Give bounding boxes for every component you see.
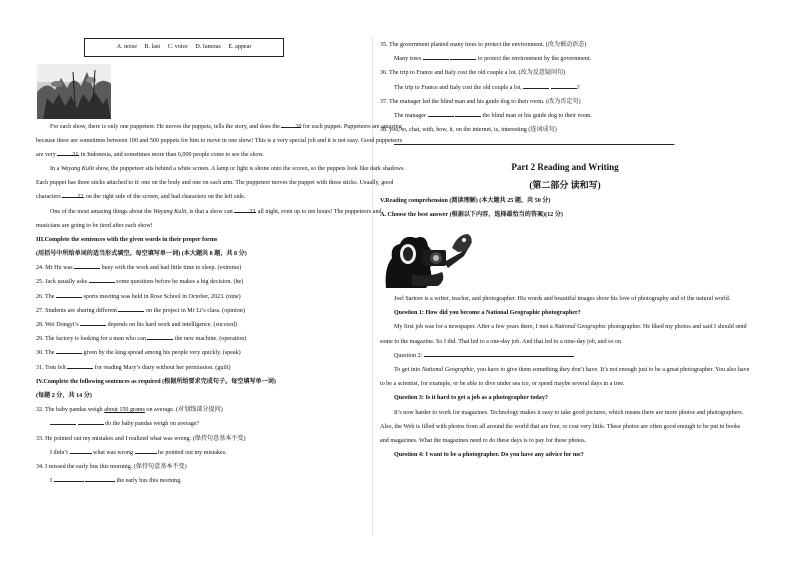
answer-blank[interactable] — [80, 318, 106, 326]
left-column — [36, 120, 406, 488]
answer-blank[interactable] — [56, 290, 82, 298]
question-37-answer-line: The manager the blind man or his guide dog to their room. — [380, 109, 750, 123]
question-32-answer-line: do the baby pandas weigh on average? — [36, 417, 406, 431]
answer-blank[interactable] — [54, 474, 84, 482]
question-item: 26. The sports meeting was held in Rose School in October, 2023. (nine) — [36, 290, 406, 304]
answer-blank[interactable] — [455, 109, 481, 117]
right-column — [380, 38, 750, 462]
blank-20[interactable]: 20 — [281, 120, 301, 128]
section-5-title: V.Reading comprehension (阅读理解) (本大题共 25 题，共 50 分) — [380, 197, 551, 204]
word-bank-box — [84, 38, 284, 57]
interview-answer-3: It’s now harder to work for magazines. Technology makes it easy to take good pictures, which means there are more photos and photographers. Also, the Web is filled with photos from all around the world that are free, or cost very little. These photos are often good enough to be put in books and magazines. What the magazines need to do these days is to pay for these photos. — [380, 409, 744, 445]
section-a-title: A. Choose the best answer (根据以下内容，选择最恰当的答案)(12 分) — [380, 211, 563, 218]
interview-question-1: Question 1: How did you become a National Geographic photographer? — [394, 310, 581, 317]
passage-paragraph-1: For each show, there is only one puppeteer. He moves the puppets, tells the story, and does the 20 for each puppet. Puppeteers are amazing because there are sometimes between 100 and 500 puppets for him to move in one show! This is a very special job and it is not easy. Good puppeteers are very 21 in Indonesia, and sometimes more than 6,000 people come to see the show. — [36, 120, 406, 162]
blank-21[interactable]: 21 — [57, 148, 79, 156]
word-option: C. voice — [167, 44, 188, 50]
question-36: 36. The trip to France and Italy cost the old couple a lot. (改为反意疑问句) — [380, 70, 566, 77]
question-35-answer-line: Many trees to protect the environment by the government. — [380, 52, 750, 66]
part-2-title-cn: (第二部分 读和写) — [529, 179, 601, 190]
passage-paragraph-3: One of the most amazing things about the Wayang Kulit, is that a show can 23 all night, even up to ten hours! The puppeteers and musicians are going to be tired after each show! — [36, 205, 406, 233]
answer-blank[interactable] — [85, 474, 115, 482]
answer-line[interactable] — [424, 349, 574, 357]
word-option: D. famous — [195, 44, 221, 50]
section-4-title: IV.Complete the following sentences as required (根据所给要求完成句子。每空填写单一词) — [36, 378, 276, 385]
answer-blank[interactable] — [78, 417, 104, 425]
answer-blank[interactable] — [450, 52, 476, 60]
question-38: 38. you, to, chat, with, how, it, on the internet, is, interesting (连词成句) — [380, 127, 557, 134]
question-32: 32. The baby pandas weigh about 150 grams on average. (对划线部分提问) — [36, 407, 223, 414]
word-option: A. noise — [116, 44, 137, 50]
puppet-show-photo — [37, 64, 111, 119]
answer-blank[interactable] — [118, 304, 144, 312]
answer-blank[interactable] — [428, 109, 454, 117]
answer-blank[interactable] — [423, 52, 449, 60]
passage-intro: Joel Sartore is a writer, teacher, and photographer. His words and beautiful images show his love of photography and of the natural world. — [394, 296, 731, 303]
question-item: 24. Mr Hu was busy with the work and had little time to sleep. (extreme) — [36, 261, 406, 275]
answer-blank[interactable] — [70, 446, 92, 454]
answer-blank[interactable] — [147, 332, 173, 340]
answer-blank[interactable] — [551, 81, 577, 89]
question-item: 28. Wei Dongyi’s depends on his hard work and intelligence. (succeed) — [36, 318, 406, 332]
answer-line[interactable] — [394, 137, 674, 145]
question-item: 30. The given by the king spread among his people very quickly. (speak) — [36, 346, 406, 360]
section-3-title: III.Complete the sentences with the given words in their proper forms — [36, 236, 218, 243]
interview-answer-2: To get into National Geographic, you have to give them something they don’t have. It’s not enough just to be a great photographer. You also have to be a scientist, for example, or be able to dive under sea ice, or spend maybe several days in a tree. — [380, 367, 750, 388]
question-34: 34. I missed the early bus this morning. (保持句意基本不变) — [36, 464, 187, 470]
interview-question-4: Question 4: I want to be a photographer. Do you have any advice for me? — [394, 452, 584, 459]
blank-22[interactable]: 22 — [62, 190, 84, 198]
question-38-answer-line: . — [380, 137, 750, 151]
question-33: 33. He pointed out my mistakes and I realized what was wrong. (保持句意基本不变) — [36, 435, 246, 442]
blank-23[interactable]: 23 — [234, 205, 256, 213]
answer-blank[interactable] — [67, 361, 93, 369]
answer-blank[interactable] — [135, 446, 157, 454]
passage-paragraph-2: In a Wayang Kulit show, the puppeteer sits behind a white screen. A lamp or light is shone onto the screen, so the puppets look like dark shadows. Each puppet has three sticks attached to it: one on the body and one on each arm. The puppeteer moves the puppet with these sticks. Usually, good characters 22 on the right side of the screen, and bad characters on the left side. — [36, 166, 405, 201]
answer-blank[interactable] — [50, 417, 76, 425]
interview-question-2: Question 2: — [380, 349, 750, 363]
question-33-answer-line: I didn’t what was wrong he pointed out my mistakes. — [36, 446, 406, 460]
question-35: 35. The government planted many trees to protect the environment. (改为被动语态) — [380, 42, 587, 48]
section-3-note: (用括号中所给单词的适当形式填空。每空填写单一词) (本大题共 8 题，共 8 分) — [36, 250, 247, 257]
answer-blank[interactable] — [89, 275, 115, 283]
section-4-note: (每题 2 分，共 14 分) — [36, 392, 92, 399]
interview-answer-1: My first job was for a newspaper. After a few years there, I met a National Geographic photographer. He liked my photos and said I should send some to the magazine. So I did. That led to a one-day job. And that led to a nine-day job, and so on. — [380, 324, 747, 345]
answer-blank[interactable] — [74, 261, 100, 269]
question-item: 29. The factory is looking for a man who can the new machine. (operation) — [36, 332, 406, 346]
question-34-answer-line: I the early bus this morning. — [36, 474, 406, 488]
question-37: 37. The manager led the blind man and his guide dog to their room. (改为否定句) — [380, 98, 581, 105]
answer-blank[interactable] — [56, 346, 82, 354]
word-option: B. last — [144, 44, 161, 50]
question-36-answer-line: The trip to France and Italy cost the old couple a lot, ? — [380, 81, 750, 95]
question-item: 25. Jack usually asks some questions before he makes a big decision. (he) — [36, 275, 406, 289]
interview-question-3: Question 3: Is it hard to get a job as a photographer today? — [394, 395, 548, 402]
part-2-title: Part 2 Reading and Writing — [511, 161, 619, 172]
question-item: 27. Students are sharing different on the project in Mr Li’s class. (opinion) — [36, 304, 406, 318]
question-item: 31. Tom felt for reading Mary’s diary without her permission. (guilt) — [36, 361, 406, 375]
word-option: E. appear — [228, 44, 252, 50]
answer-blank[interactable] — [523, 81, 549, 89]
